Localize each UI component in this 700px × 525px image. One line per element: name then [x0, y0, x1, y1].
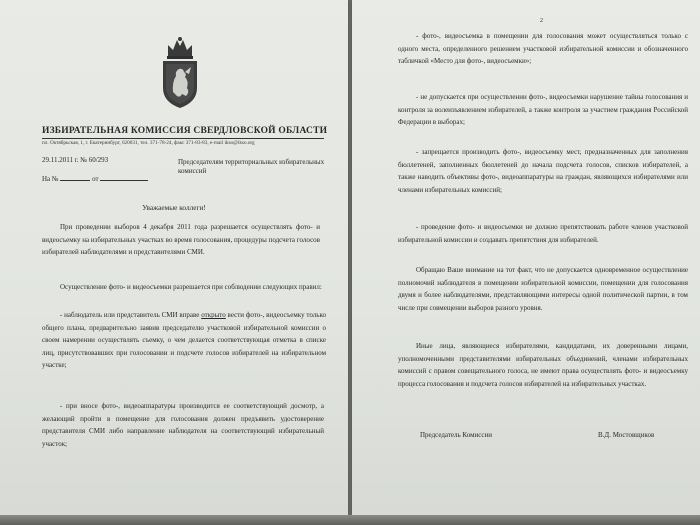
reference-middle: от [92, 175, 99, 183]
left-paragraph-2: Осуществление фото- и видеосъемки разрешается при соблюдении следующих правил: [60, 283, 322, 291]
desk-shadow [0, 515, 700, 525]
reference-prefix: На № [42, 175, 59, 183]
document-date-number: 29.11.2011 г. № 60/293 [42, 156, 109, 164]
right-paragraph-1: - фото-, видеосъемка в помещении для голосования может осуществляться только с одного места, определенного решением участковой избирательной комиссии и обозначенного табличкой «Место для фото-, видеосъемки»; [398, 32, 688, 65]
page-number: 2 [540, 18, 543, 24]
reference-date-blank [100, 173, 148, 181]
right-paragraph-4: - проведение фото- и видеосъемки не должно препятствовать работе членов участковой избирательной комиссии и создавать препятствия для избирателей. [398, 223, 688, 244]
left-paragraph-1: При проведении выборов 4 декабря 2011 года разрешается осуществлять фото- и видеосъемку на избирательных участках во время голосования, процедуры подсчета голосов избирателей наблюдателями и представителями СМИ. [42, 223, 320, 256]
letter-page-2 [352, 0, 700, 515]
right-paragraph-3: - запрещается производить фото-, видеосъемку мест, предназначенных для заполнения бюллетеней, заполненных бюллетеней до начала подсчета голосов, списков избирателей, а также наводить объективы фото-, видеоаппаратуры на граждан, являющихся избирателями или членами избирательных комиссий; [398, 148, 688, 194]
header-rule [42, 138, 324, 139]
organization-address: пл. Октябрьская, 1, г. Екатеринбург, 620031, тел. 371-78-24, факс 371-83-83, e-mail ikso@ikso.org [42, 140, 255, 146]
greeting: Уважаемые коллеги! [142, 203, 206, 212]
left-paragraph-3-text-a: - наблюдатель или представитель СМИ вправе [60, 311, 202, 319]
left-paragraph-4: - при вносе фото-, видеоаппаратуры производится ее соответствующий досмотр, а желающий пройти в помещение для голосования должен предъявить удостоверение представителя СМИ либо направление наблюдателя на соответствующий избирательный участок; [42, 402, 324, 448]
left-paragraph-3-text-b: вести фото-, видеосъемку только общего плана, предварительно заявив председателю участковой избирательной комиссии о своем намерении осуществлять съемку, о чем делается соответствующая отметка в списке лиц, присутствовавших при голосовании и подсчете голосов избирателей на избирательном участке; [42, 311, 327, 369]
reference-line [42, 173, 148, 183]
reference-number-blank [60, 173, 90, 181]
coat-of-arms-emblem [160, 36, 200, 110]
organization-title: ИЗБИРАТЕЛЬНАЯ КОМИССИЯ СВЕРДЛОВСКОЙ ОБЛАСТИ [42, 126, 328, 136]
right-paragraph-5: Обращаю Ваше внимание на тот факт, что не допускается одновременное осуществление полномочий наблюдателя в помещении избирательной комиссии, помещении для голосования двумя и более наблюдателями, представляющими интересы одной политической партии, в том числе при совмещении выборов разного уровня. [398, 266, 688, 312]
right-paragraph-2: - не допускается при осуществлении фото-, видеосъемки нарушение тайны голосования и контроля за волеизъявлением избирателей, а также контроля за участием граждания Российской Федерации в выборах; [398, 93, 688, 126]
left-paragraph-3 [42, 309, 326, 372]
left-paragraph-3-underlined: открыто [201, 311, 226, 319]
letter-page-1 [0, 0, 348, 515]
recipient-block: Председателям территориальных избирательных комиссий [178, 158, 325, 175]
right-paragraph-6: Иные лица, являющиеся избирателями, кандидатами, их доверенными лицами, уполномоченными представителями избирательных объединений, членами избирательных комиссий с правом совещательного голоса, не имеют права осуществлять фото- и видеосъемку процесса голосования и подсчета голосов избирателей на избирательных участках. [398, 342, 688, 388]
signature-title: Председатель Комиссии [420, 431, 492, 439]
signature-name: В.Д. Мостовщиков [598, 431, 655, 439]
